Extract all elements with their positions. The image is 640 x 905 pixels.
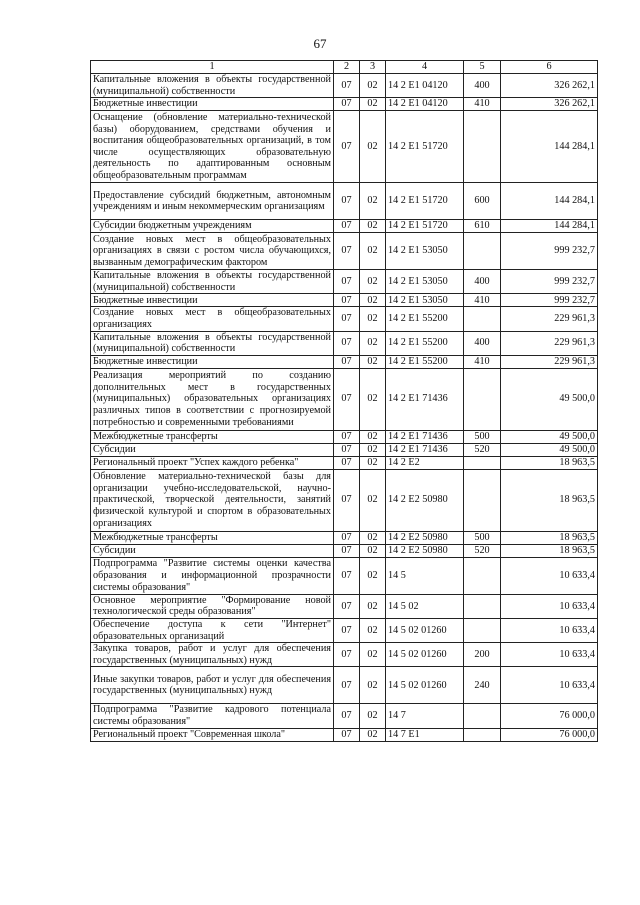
row-name-cell: Бюджетные инвестиции xyxy=(91,355,334,368)
row-code-cell: 14 7 xyxy=(386,704,464,728)
row-name-cell: Региональный проект "Современная школа" xyxy=(91,728,334,741)
row-type-cell xyxy=(464,368,501,430)
row-subsection-cell: 02 xyxy=(360,368,386,430)
table-row xyxy=(91,618,598,642)
row-section-cell: 07 xyxy=(334,456,360,469)
row-amount-cell: 144 284,1 xyxy=(501,111,598,183)
row-code-cell: 14 2 E1 53050 xyxy=(386,294,464,307)
row-subsection-cell: 02 xyxy=(360,557,386,594)
row-code-cell: 14 2 E1 51720 xyxy=(386,183,464,220)
row-amount-cell: 18 963,5 xyxy=(501,469,598,531)
row-section-cell: 07 xyxy=(334,220,360,233)
row-code-cell: 14 2 E1 53050 xyxy=(386,270,464,294)
row-section-cell: 07 xyxy=(334,368,360,430)
row-type-cell xyxy=(464,233,501,270)
table-row xyxy=(91,331,598,355)
row-section-cell: 07 xyxy=(334,307,360,331)
row-amount-cell: 18 963,5 xyxy=(501,456,598,469)
row-name-cell: Создание новых мест в общеобразовательных организациях xyxy=(91,307,334,331)
row-subsection-cell: 02 xyxy=(360,643,386,667)
row-subsection-cell: 02 xyxy=(360,469,386,531)
table-row xyxy=(91,368,598,430)
row-code-cell: 14 2 E1 55200 xyxy=(386,331,464,355)
row-amount-cell: 18 963,5 xyxy=(501,544,598,557)
row-amount-cell: 76 000,0 xyxy=(501,704,598,728)
row-type-cell: 410 xyxy=(464,294,501,307)
row-type-cell: 500 xyxy=(464,531,501,544)
row-type-cell xyxy=(464,307,501,331)
row-name-cell: Оснащение (обновление материально-технической базы) оборудованием, средствами обучения и воспитания общеобразовательных организаций, в том числе осуществляющих образовательную деятельность по адаптированным основным общеобразовательным программам xyxy=(91,111,334,183)
row-name-cell: Капитальные вложения в объекты государственной (муниципальной) собственности xyxy=(91,74,334,98)
table-row xyxy=(91,220,598,233)
row-amount-cell: 144 284,1 xyxy=(501,220,598,233)
row-name-cell: Основное мероприятие "Формирование новой технологической среды образования" xyxy=(91,594,334,618)
table-row xyxy=(91,704,598,728)
row-type-cell: 400 xyxy=(464,270,501,294)
row-name-cell: Капитальные вложения в объекты государственной (муниципальной) собственности xyxy=(91,331,334,355)
row-subsection-cell: 02 xyxy=(360,307,386,331)
row-name-cell: Бюджетные инвестиции xyxy=(91,98,334,111)
row-name-cell: Закупка товаров, работ и услуг для обеспечения государственных (муниципальных) нужд xyxy=(91,643,334,667)
row-type-cell: 600 xyxy=(464,183,501,220)
row-code-cell: 14 2 E1 71436 xyxy=(386,443,464,456)
row-name-cell: Межбюджетные трансферты xyxy=(91,430,334,443)
row-name-cell: Субсидии бюджетным учреждениям xyxy=(91,220,334,233)
header-cell: 1 xyxy=(91,61,334,74)
row-amount-cell: 999 232,7 xyxy=(501,233,598,270)
row-code-cell: 14 2 E2 50980 xyxy=(386,544,464,557)
table-row xyxy=(91,443,598,456)
row-name-cell: Межбюджетные трансферты xyxy=(91,531,334,544)
row-type-cell: 410 xyxy=(464,355,501,368)
row-type-cell xyxy=(464,111,501,183)
row-type-cell xyxy=(464,618,501,642)
row-code-cell: 14 5 02 01260 xyxy=(386,667,464,704)
row-section-cell: 07 xyxy=(334,531,360,544)
row-code-cell: 14 2 E2 50980 xyxy=(386,469,464,531)
row-name-cell: Региональный проект "Успех каждого ребенка" xyxy=(91,456,334,469)
table-row xyxy=(91,728,598,741)
row-code-cell: 14 5 02 xyxy=(386,594,464,618)
row-code-cell: 14 2 E1 55200 xyxy=(386,355,464,368)
row-section-cell: 07 xyxy=(334,594,360,618)
row-amount-cell: 10 633,4 xyxy=(501,618,598,642)
row-name-cell: Предоставление субсидий бюджетным, автономным учреждениям и иным некоммерческим организациям xyxy=(91,183,334,220)
table-row xyxy=(91,557,598,594)
row-subsection-cell: 02 xyxy=(360,270,386,294)
row-name-cell: Капитальные вложения в объекты государственной (муниципальной) собственности xyxy=(91,270,334,294)
row-section-cell: 07 xyxy=(334,183,360,220)
row-code-cell: 14 2 E1 04120 xyxy=(386,98,464,111)
row-section-cell: 07 xyxy=(334,430,360,443)
row-type-cell: 400 xyxy=(464,331,501,355)
table-row xyxy=(91,74,598,98)
row-type-cell: 240 xyxy=(464,667,501,704)
row-section-cell: 07 xyxy=(334,728,360,741)
row-amount-cell: 229 961,3 xyxy=(501,355,598,368)
row-type-cell xyxy=(464,728,501,741)
table-row xyxy=(91,430,598,443)
row-section-cell: 07 xyxy=(334,98,360,111)
table-row xyxy=(91,233,598,270)
table-row xyxy=(91,111,598,183)
row-amount-cell: 49 500,0 xyxy=(501,430,598,443)
table-header-row xyxy=(91,61,598,74)
row-type-cell xyxy=(464,456,501,469)
row-code-cell: 14 5 xyxy=(386,557,464,594)
row-section-cell: 07 xyxy=(334,469,360,531)
table-row xyxy=(91,643,598,667)
row-code-cell: 14 2 E1 53050 xyxy=(386,233,464,270)
row-subsection-cell: 02 xyxy=(360,430,386,443)
row-name-cell: Подпрограмма "Развитие кадрового потенциала системы образования" xyxy=(91,704,334,728)
row-section-cell: 07 xyxy=(334,294,360,307)
page-number: 67 xyxy=(313,36,327,51)
table-row xyxy=(91,544,598,557)
row-amount-cell: 10 633,4 xyxy=(501,557,598,594)
row-subsection-cell: 02 xyxy=(360,531,386,544)
row-name-cell: Обновление материально-технической базы для организации учебно-исследовательской, научно-практической, творческой деятельности, занятий физической культурой и спортом в образовательных организациях xyxy=(91,469,334,531)
row-subsection-cell: 02 xyxy=(360,98,386,111)
row-section-cell: 07 xyxy=(334,544,360,557)
header-cell: 2 xyxy=(334,61,360,74)
row-type-cell xyxy=(464,594,501,618)
row-subsection-cell: 02 xyxy=(360,443,386,456)
row-amount-cell: 999 232,7 xyxy=(501,294,598,307)
row-section-cell: 07 xyxy=(334,557,360,594)
row-section-cell: 07 xyxy=(334,74,360,98)
row-subsection-cell: 02 xyxy=(360,456,386,469)
row-subsection-cell: 02 xyxy=(360,355,386,368)
row-code-cell: 14 2 E1 51720 xyxy=(386,111,464,183)
row-subsection-cell: 02 xyxy=(360,331,386,355)
row-section-cell: 07 xyxy=(334,270,360,294)
row-type-cell: 200 xyxy=(464,643,501,667)
row-code-cell: 14 2 E2 xyxy=(386,456,464,469)
row-subsection-cell: 02 xyxy=(360,233,386,270)
row-amount-cell: 49 500,0 xyxy=(501,368,598,430)
row-section-cell: 07 xyxy=(334,618,360,642)
row-amount-cell: 10 633,4 xyxy=(501,594,598,618)
table-row xyxy=(91,98,598,111)
row-type-cell: 520 xyxy=(464,443,501,456)
row-amount-cell: 326 262,1 xyxy=(501,74,598,98)
table-row xyxy=(91,456,598,469)
budget-table xyxy=(90,60,598,742)
row-section-cell: 07 xyxy=(334,111,360,183)
header-cell: 6 xyxy=(501,61,598,74)
row-type-cell xyxy=(464,469,501,531)
table-row xyxy=(91,667,598,704)
row-code-cell: 14 2 E1 71436 xyxy=(386,368,464,430)
row-name-cell: Создание новых мест в общеобразовательных организациях в связи с ростом числа обучающихся, вызванным демографическим фактором xyxy=(91,233,334,270)
row-name-cell: Реализация мероприятий по созданию дополнительных мест в государственных (муниципальных) образовательных организациях различных типов в соответствии с прогнозируемой потребностью и современными требованиями xyxy=(91,368,334,430)
row-name-cell: Субсидии xyxy=(91,544,334,557)
table-row xyxy=(91,531,598,544)
row-type-cell: 520 xyxy=(464,544,501,557)
row-section-cell: 07 xyxy=(334,704,360,728)
row-code-cell: 14 7 E1 xyxy=(386,728,464,741)
row-code-cell: 14 5 02 01260 xyxy=(386,618,464,642)
row-section-cell: 07 xyxy=(334,667,360,704)
row-code-cell: 14 2 E1 71436 xyxy=(386,430,464,443)
row-name-cell: Обеспечение доступа к сети "Интернет" образовательных организаций xyxy=(91,618,334,642)
row-subsection-cell: 02 xyxy=(360,544,386,557)
row-type-cell: 410 xyxy=(464,98,501,111)
row-type-cell: 500 xyxy=(464,430,501,443)
row-subsection-cell: 02 xyxy=(360,111,386,183)
row-type-cell: 610 xyxy=(464,220,501,233)
table-row xyxy=(91,270,598,294)
table-row xyxy=(91,469,598,531)
table-row xyxy=(91,594,598,618)
header-cell: 3 xyxy=(360,61,386,74)
row-subsection-cell: 02 xyxy=(360,183,386,220)
header-cell: 4 xyxy=(386,61,464,74)
row-section-cell: 07 xyxy=(334,355,360,368)
row-name-cell: Субсидии xyxy=(91,443,334,456)
row-amount-cell: 229 961,3 xyxy=(501,307,598,331)
table-row xyxy=(91,307,598,331)
row-name-cell: Бюджетные инвестиции xyxy=(91,294,334,307)
row-amount-cell: 76 000,0 xyxy=(501,728,598,741)
table-row xyxy=(91,183,598,220)
row-section-cell: 07 xyxy=(334,331,360,355)
row-section-cell: 07 xyxy=(334,643,360,667)
row-subsection-cell: 02 xyxy=(360,74,386,98)
row-amount-cell: 999 232,7 xyxy=(501,270,598,294)
row-code-cell: 14 2 E2 50980 xyxy=(386,531,464,544)
header-cell: 5 xyxy=(464,61,501,74)
row-type-cell: 400 xyxy=(464,74,501,98)
row-subsection-cell: 02 xyxy=(360,728,386,741)
row-type-cell xyxy=(464,704,501,728)
row-type-cell xyxy=(464,557,501,594)
row-amount-cell: 18 963,5 xyxy=(501,531,598,544)
row-amount-cell: 10 633,4 xyxy=(501,667,598,704)
row-subsection-cell: 02 xyxy=(360,294,386,307)
row-section-cell: 07 xyxy=(334,443,360,456)
row-code-cell: 14 2 E1 04120 xyxy=(386,74,464,98)
row-subsection-cell: 02 xyxy=(360,704,386,728)
row-amount-cell: 49 500,0 xyxy=(501,443,598,456)
row-code-cell: 14 2 E1 55200 xyxy=(386,307,464,331)
table-row xyxy=(91,294,598,307)
row-amount-cell: 144 284,1 xyxy=(501,183,598,220)
row-subsection-cell: 02 xyxy=(360,667,386,704)
row-subsection-cell: 02 xyxy=(360,618,386,642)
row-amount-cell: 326 262,1 xyxy=(501,98,598,111)
row-amount-cell: 229 961,3 xyxy=(501,331,598,355)
row-name-cell: Подпрограмма "Развитие системы оценки качества образования и информационной прозрачности системы образования" xyxy=(91,557,334,594)
row-subsection-cell: 02 xyxy=(360,594,386,618)
row-section-cell: 07 xyxy=(334,233,360,270)
table-row xyxy=(91,355,598,368)
row-subsection-cell: 02 xyxy=(360,220,386,233)
row-code-cell: 14 5 02 01260 xyxy=(386,643,464,667)
row-name-cell: Иные закупки товаров, работ и услуг для обеспечения государственных (муниципальных) нужд xyxy=(91,667,334,704)
row-amount-cell: 10 633,4 xyxy=(501,643,598,667)
row-code-cell: 14 2 E1 51720 xyxy=(386,220,464,233)
